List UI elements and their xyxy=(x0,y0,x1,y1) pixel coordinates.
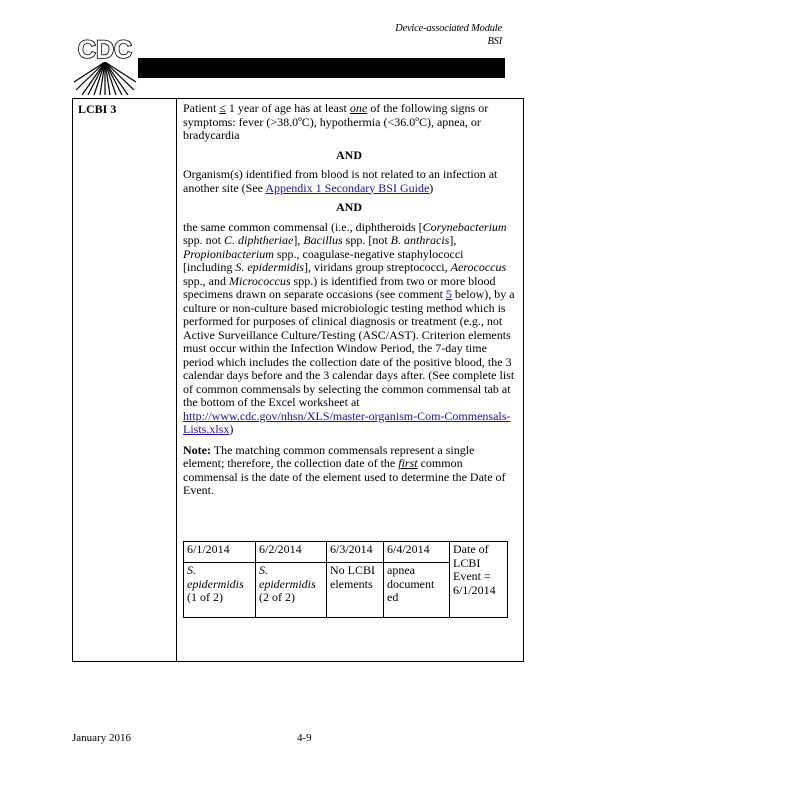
criteria-table xyxy=(72,98,524,662)
note-paragraph: Note: The matching common commensals represent a single element; therefore, the collection date of the first common commensal is the date of the element used to determine the Date of Event. xyxy=(183,442,506,497)
element-cell: S. epidermidis (2 of 2) xyxy=(256,563,327,618)
and-separator-1: AND xyxy=(336,147,362,162)
date-cell: 6/1/2014 xyxy=(184,542,256,563)
column-divider xyxy=(176,99,177,661)
module-section: BSI xyxy=(487,36,502,47)
footer-date: January 2016 xyxy=(72,732,131,744)
element-cell: apnea document ed xyxy=(384,563,450,618)
date-cell: 6/2/2014 xyxy=(256,542,327,563)
element-cell: S. epidermidis (1 of 2) xyxy=(184,563,256,618)
module-header xyxy=(395,22,502,48)
commensals-list-link[interactable]: http://www.cdc.gov/nhsn/XLS/master-organism-Com-Commensals-Lists.xlsx xyxy=(183,408,511,436)
example-timeline-table xyxy=(183,541,508,618)
header-bar xyxy=(138,58,505,78)
signs-paragraph: Patient ≤ 1 year of age has at least one of the following signs or symptoms: fever (>38.0ºC), hypothermia (<36.0ºC), apnea, or bradycardia xyxy=(183,101,489,142)
page-number: 4-9 xyxy=(297,732,312,744)
date-cell: 6/3/2014 xyxy=(327,542,384,563)
organism-paragraph: Organism(s) identified from blood is not related to an infection at another site (See Appendix 1 Secondary BSI Guide) xyxy=(183,167,498,195)
date-cell: 6/4/2014 xyxy=(384,542,450,563)
appendix-link[interactable]: Appendix 1 Secondary BSI Guide xyxy=(265,180,430,195)
criterion-label: LCBI 3 xyxy=(78,102,117,116)
commensal-paragraph: the same common commensal (i.e., diphtheroids [Corynebacterium spp. not C. diphtheriae], Bacillus spp. [not B. anthracis], Propionibacterium spp., coagulase-negative staphylococci [including S. epidermidis], viridans group streptococci, Aerococcus spp., and Micrococcus spp.) is identified from two or more blood specimens drawn on separate occasions (see comment 5 below), by a culture or non-culture based microbiologic testing method which is performed for purposes of clinical diagnosis or treatment (e.g., not Active Surveillance Culture/Testing (ASC/AST). Criterion elements must occur within the Infection Window Period, the 7-day time period which includes the collection date of the positive blood, the 3 calendar days before and the 3 calendar days after. (See complete list of common commensals by selecting the common commensal tab at the bottom of the Excel worksheet at http://www.cdc.gov/nhsn/XLS/master-organism-Com-Commensals-Lists.xlsx) xyxy=(183,219,515,436)
cdc-logo xyxy=(72,32,138,96)
and-separator-2: AND xyxy=(336,200,362,214)
element-cell: No LCBI elements xyxy=(327,563,384,618)
comment-5-link[interactable]: 5 xyxy=(445,287,452,301)
event-date-cell: Date of LCBI Event = 6/1/2014 xyxy=(450,542,508,618)
cdc-logo-text: CDC xyxy=(77,36,133,64)
module-name: Device-associated Module xyxy=(395,23,502,34)
criterion-content xyxy=(183,102,515,498)
